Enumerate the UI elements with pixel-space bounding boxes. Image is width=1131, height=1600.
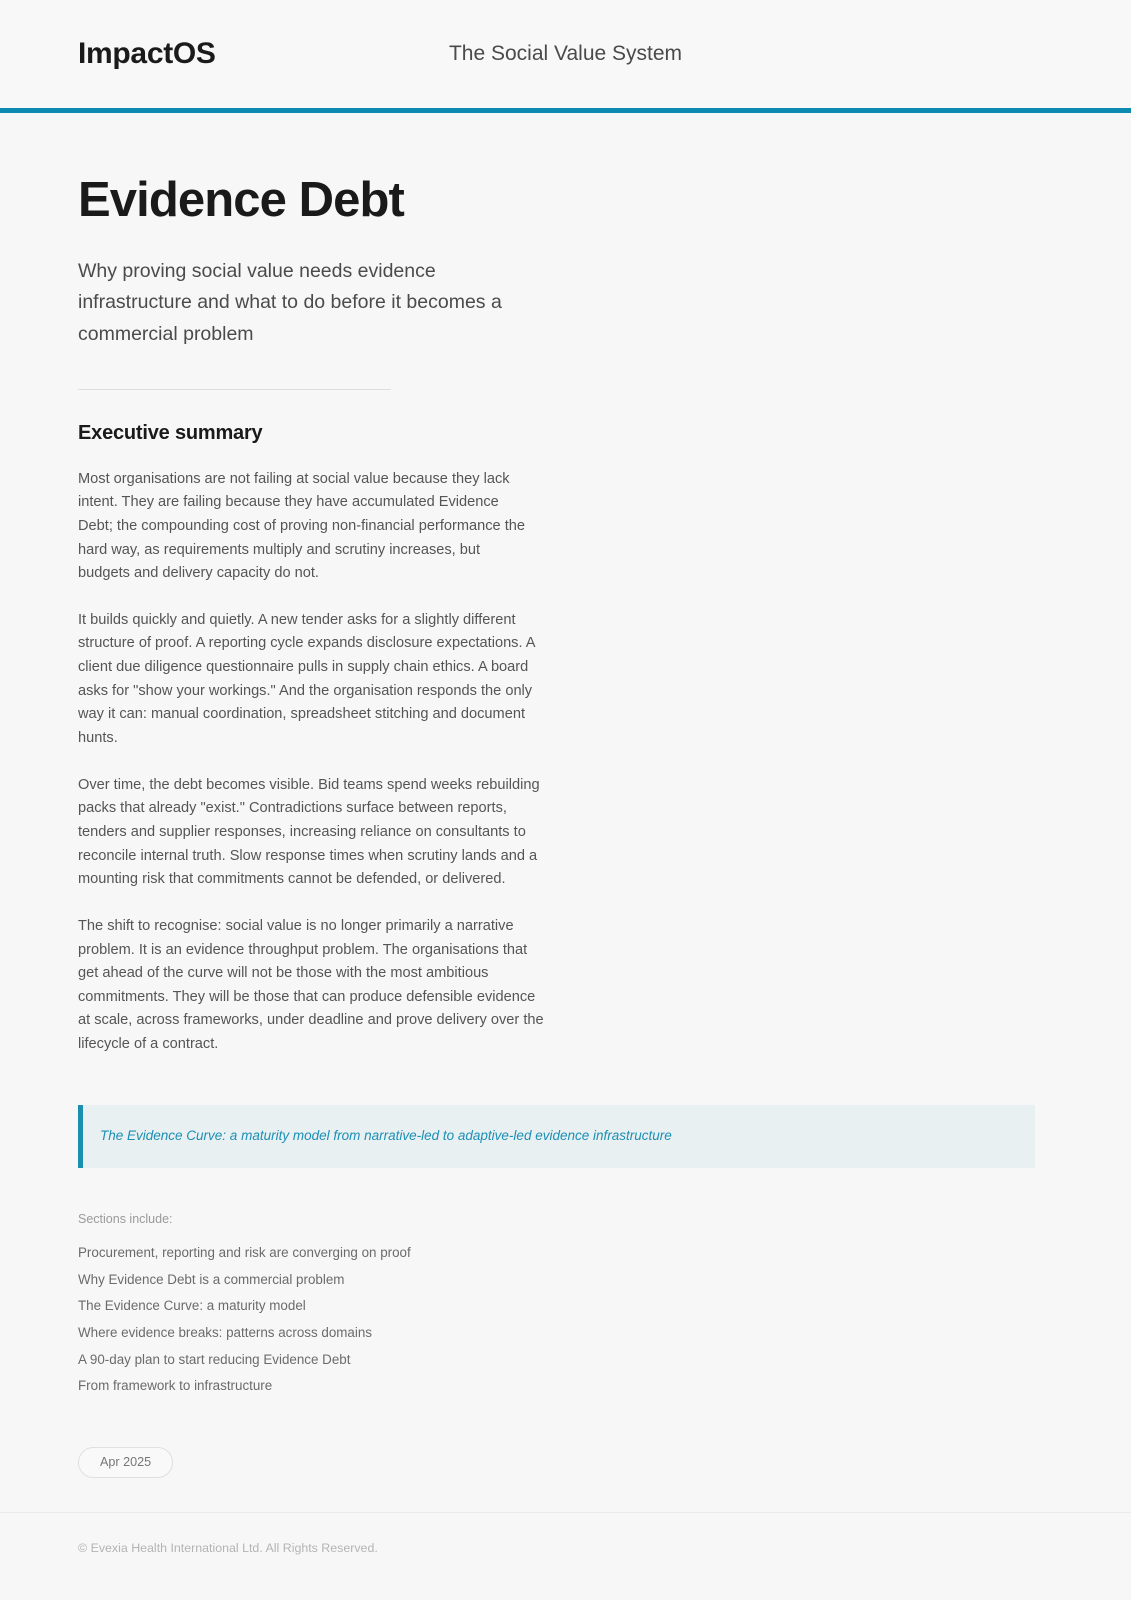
date-badge[interactable]: Apr 2025 <box>78 1447 173 1478</box>
footer-copyright: © Evexia Health International Ltd. All Rights Reserved. <box>78 1541 378 1555</box>
executive-summary-body <box>78 468 1053 1057</box>
list-item[interactable]: Where evidence breaks: patterns across domains <box>78 1325 372 1341</box>
header-tagline: The Social Value System <box>448 42 683 65</box>
list-item[interactable]: The Evidence Curve: a maturity model <box>78 1298 306 1314</box>
paragraph: Over time, the debt becomes visible. Bid teams spend weeks rebuilding packs that already "exist." Contradictions surface between reports, tenders and supplier responses, increasing reliance on consultants to reconcile internal truth. Slow response times when scrutiny lands and a mounting risk that commitments cannot be defended, or delivered. <box>78 776 540 888</box>
paragraph: It builds quickly and quietly. A new tender asks for a slightly different structure of proof. A reporting cycle expands disclosure expectations. A client due diligence questionnaire pulls in supply chain ethics. A board asks for "show your workings." And the organisation responds the only way it can: manual coordination, spreadsheet stitching and document hunts. <box>78 611 535 747</box>
callout-text: The Evidence Curve: a maturity model from narrative-led to adaptive-led evidence infrastructure <box>100 1128 672 1144</box>
page-title: Evidence Debt <box>78 173 404 227</box>
list-item[interactable]: Procurement, reporting and risk are converging on proof <box>78 1245 411 1261</box>
list-item[interactable]: From framework to infrastructure <box>78 1378 273 1394</box>
section-heading-executive-summary: Executive summary <box>78 421 263 444</box>
paragraph: Most organisations are not failing at social value because they lack intent. They are failing because they have accumulated Evidence Debt; the compounding cost of proving non-financial performance the hard way, as requirements multiply and scrutiny increases, but budgets and delivery capacity do not. <box>78 470 525 582</box>
sections-include-label: Sections include: <box>78 1211 173 1226</box>
badge-row <box>78 1447 1053 1478</box>
paragraph: The shift to recognise: social value is no longer primarily a narrative problem. It is an evidence throughput problem. The organisations that get ahead of the curve will not be those with the most ambitious commitments. They will be those that can produce defensible evidence at scale, across frameworks, under deadline and prove delivery over the lifecycle of a contract. <box>78 917 544 1053</box>
header-inner <box>0 0 1131 108</box>
page-subtitle: Why proving social value needs evidence infrastructure and what to do before it becomes a commercial problem <box>78 259 502 346</box>
sections-list <box>78 1240 1053 1400</box>
site-footer <box>0 1512 1131 1600</box>
list-item[interactable]: A 90-day plan to start reducing Evidence Debt <box>78 1351 351 1367</box>
list-item[interactable]: Why Evidence Debt is a commercial problem <box>78 1271 345 1287</box>
evidence-curve-callout <box>78 1105 1035 1168</box>
title-divider <box>78 389 391 390</box>
main-content <box>0 173 1131 1478</box>
brand-logo[interactable]: ImpactOS <box>78 37 216 70</box>
site-header <box>0 0 1131 113</box>
